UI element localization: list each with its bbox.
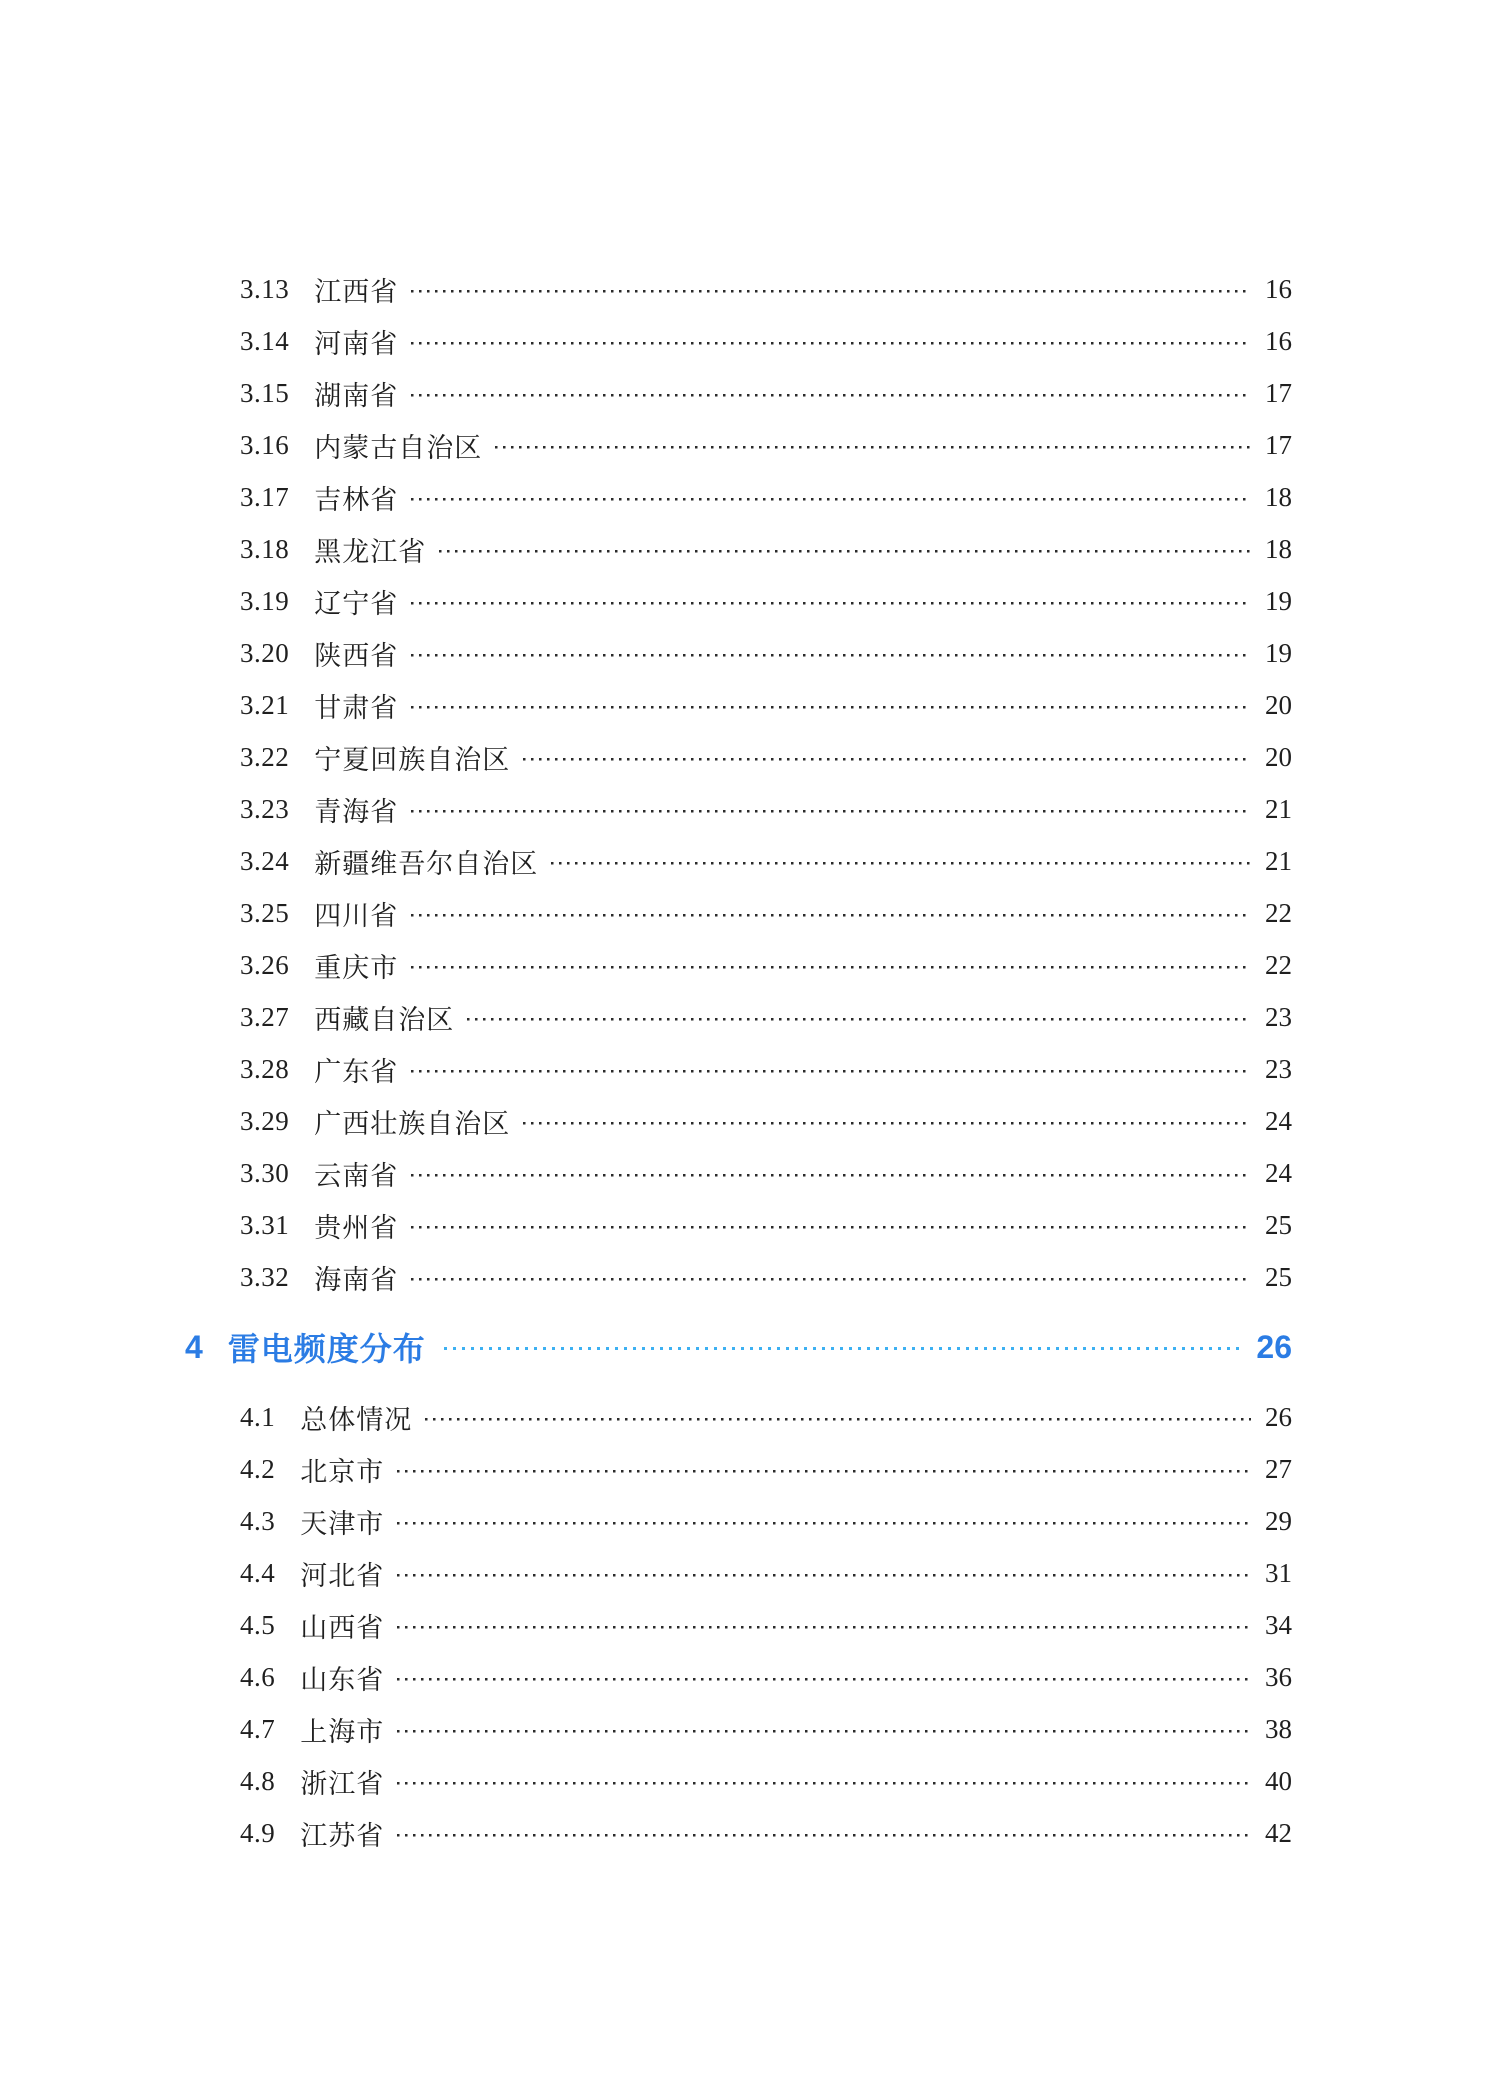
dot-leader (467, 991, 1251, 1043)
dot-leader (411, 783, 1251, 835)
toc-entry-number: 3.31 (240, 1209, 290, 1240)
toc-heading-number: 4 (185, 1328, 203, 1365)
dot-leader (411, 887, 1251, 939)
dot-leader (523, 731, 1251, 783)
toc-entry-title: 黑龙江省 (314, 536, 427, 567)
toc-entry[interactable] (0, 1147, 1503, 1199)
toc-entry-page: 25 (1265, 1209, 1292, 1240)
toc-entry-title: 四川省 (314, 900, 399, 931)
toc-entry[interactable] (0, 1599, 1503, 1651)
toc-entry-page: 19 (1265, 637, 1292, 668)
toc-entry-page: 24 (1265, 1105, 1292, 1136)
dot-leader (411, 367, 1251, 419)
toc-entry-number: 3.27 (240, 1001, 290, 1032)
toc-entry-page: 22 (1265, 949, 1292, 980)
toc-entry[interactable] (0, 991, 1503, 1043)
toc-entry-title: 宁夏回族自治区 (314, 744, 511, 775)
toc-entry[interactable] (0, 1547, 1503, 1599)
toc-entry[interactable] (0, 1095, 1503, 1147)
toc-entry[interactable] (0, 1495, 1503, 1547)
toc-entry-number: 4.2 (240, 1453, 276, 1484)
toc-entry[interactable] (0, 315, 1503, 367)
toc-entry-number: 3.14 (240, 325, 290, 356)
toc-entry-title: 云南省 (314, 1160, 399, 1191)
toc-entry-number: 4.7 (240, 1713, 276, 1744)
dot-leader (411, 679, 1251, 731)
toc-entry-page: 19 (1265, 585, 1292, 616)
toc-entry-title: 北京市 (300, 1456, 385, 1487)
toc-entry-page: 27 (1265, 1453, 1292, 1484)
toc-section-heading[interactable] (0, 1303, 1503, 1391)
toc-entry[interactable] (0, 939, 1503, 991)
toc-entry[interactable] (0, 731, 1503, 783)
toc-entry-number: 4.8 (240, 1765, 276, 1796)
toc-entry-title: 内蒙古自治区 (314, 432, 483, 463)
toc-section-4-entries (0, 1391, 1503, 1859)
dot-leader (495, 419, 1251, 471)
toc-entry[interactable] (0, 1391, 1503, 1443)
toc-entry-page: 23 (1265, 1053, 1292, 1084)
toc-entry-number: 3.23 (240, 793, 290, 824)
toc-entry-page: 42 (1265, 1817, 1292, 1848)
dot-leader (397, 1599, 1251, 1651)
toc-entry[interactable] (0, 263, 1503, 315)
toc-entry-page: 21 (1265, 845, 1292, 876)
dot-leader (523, 1095, 1251, 1147)
toc-entry-number: 3.15 (240, 377, 290, 408)
toc-entry-title: 总体情况 (300, 1404, 413, 1435)
toc-entry-title: 湖南省 (314, 380, 399, 411)
dot-leader (444, 1303, 1242, 1391)
toc-entry-number: 4.6 (240, 1661, 276, 1692)
toc-entry[interactable] (0, 679, 1503, 731)
toc-section-3-entries (0, 263, 1503, 1303)
toc-entry[interactable] (0, 783, 1503, 835)
toc-entry-title: 吉林省 (314, 484, 399, 515)
toc-entry-title: 山西省 (300, 1612, 385, 1643)
dot-leader (425, 1391, 1251, 1443)
toc-entry-title: 山东省 (300, 1664, 385, 1695)
toc-entry-title: 广东省 (314, 1056, 399, 1087)
toc-entry-number: 4.9 (240, 1817, 276, 1848)
toc-entry-title: 浙江省 (300, 1768, 385, 1799)
toc-entry-page: 25 (1265, 1261, 1292, 1292)
dot-leader (397, 1547, 1251, 1599)
toc-entry-page: 26 (1265, 1401, 1292, 1432)
toc-entry-page: 20 (1265, 741, 1292, 772)
toc-entry-page: 18 (1265, 481, 1292, 512)
toc-entry-number: 3.18 (240, 533, 290, 564)
toc-entry-title: 河南省 (314, 328, 399, 359)
toc-entry-title: 江西省 (314, 276, 399, 307)
toc-entry-number: 3.21 (240, 689, 290, 720)
toc-entry-page: 23 (1265, 1001, 1292, 1032)
toc-entry[interactable] (0, 1755, 1503, 1807)
toc-entry-number: 3.24 (240, 845, 290, 876)
dot-leader (411, 471, 1251, 523)
toc-entry-number: 3.13 (240, 273, 290, 304)
toc-entry-number: 3.26 (240, 949, 290, 980)
dot-leader (397, 1651, 1251, 1703)
toc-entry-number: 3.16 (240, 429, 290, 460)
toc-entry-page: 21 (1265, 793, 1292, 824)
toc-entry-number: 3.28 (240, 1053, 290, 1084)
toc-entry-page: 20 (1265, 689, 1292, 720)
toc-entry-number: 3.29 (240, 1105, 290, 1136)
toc-entry-number: 3.25 (240, 897, 290, 928)
toc-entry[interactable] (0, 1651, 1503, 1703)
toc-entry-title: 陕西省 (314, 640, 399, 671)
toc-entry-number: 3.32 (240, 1261, 290, 1292)
toc-entry-number: 3.19 (240, 585, 290, 616)
dot-leader (411, 1043, 1251, 1095)
toc-entry-page: 38 (1265, 1713, 1292, 1744)
toc-entry[interactable] (0, 1703, 1503, 1755)
toc-heading-page: 26 (1256, 1328, 1292, 1365)
toc-entry-title: 青海省 (314, 796, 399, 827)
toc-entry[interactable] (0, 627, 1503, 679)
toc-entry-title: 重庆市 (314, 952, 399, 983)
toc-entry-number: 4.4 (240, 1557, 276, 1588)
toc-entry-page: 22 (1265, 897, 1292, 928)
dot-leader (411, 1251, 1251, 1303)
toc-entry-page: 18 (1265, 533, 1292, 564)
dot-leader (411, 939, 1251, 991)
toc-entry-title: 河北省 (300, 1560, 385, 1591)
toc-entry-page: 16 (1265, 273, 1292, 304)
dot-leader (397, 1807, 1251, 1859)
dot-leader (397, 1495, 1251, 1547)
toc-entry-title: 甘肃省 (314, 692, 399, 723)
toc-entry-title: 西藏自治区 (314, 1004, 455, 1035)
dot-leader (397, 1443, 1251, 1495)
dot-leader (411, 1199, 1251, 1251)
toc-entry-title: 辽宁省 (314, 588, 399, 619)
toc-entry-title: 贵州省 (314, 1212, 399, 1243)
toc-entry-number: 3.22 (240, 741, 290, 772)
toc-entry[interactable] (0, 367, 1503, 419)
toc-entry-page: 24 (1265, 1157, 1292, 1188)
toc-entry-page: 29 (1265, 1505, 1292, 1536)
toc-entry-title: 新疆维吾尔自治区 (314, 848, 539, 879)
toc-entry-title: 海南省 (314, 1264, 399, 1295)
toc-entry-page: 36 (1265, 1661, 1292, 1692)
toc-entry-page: 17 (1265, 377, 1292, 408)
toc-entry[interactable] (0, 1443, 1503, 1495)
toc-entry-title: 上海市 (300, 1716, 385, 1747)
dot-leader (397, 1755, 1251, 1807)
toc-entry[interactable] (0, 419, 1503, 471)
toc-entry-number: 4.1 (240, 1401, 276, 1432)
toc-entry-page: 17 (1265, 429, 1292, 460)
dot-leader (411, 575, 1251, 627)
toc-entry-page: 31 (1265, 1557, 1292, 1588)
toc-entry-number: 3.30 (240, 1157, 290, 1188)
dot-leader (411, 315, 1251, 367)
toc-entry-page: 16 (1265, 325, 1292, 356)
toc-entry[interactable] (0, 523, 1503, 575)
toc-entry-page: 34 (1265, 1609, 1292, 1640)
dot-leader (551, 835, 1251, 887)
toc-entry-title: 广西壮族自治区 (314, 1108, 511, 1139)
toc-entry-title: 江苏省 (300, 1820, 385, 1851)
toc-entry[interactable] (0, 1251, 1503, 1303)
toc-entry[interactable] (0, 835, 1503, 887)
toc-entry[interactable] (0, 575, 1503, 627)
dot-leader (411, 627, 1251, 679)
toc-heading-title: 雷电频度分布 (227, 1331, 426, 1367)
toc-entry[interactable] (0, 1199, 1503, 1251)
toc-entry[interactable] (0, 887, 1503, 939)
toc-entry-number: 3.17 (240, 481, 290, 512)
toc-entry-number: 4.5 (240, 1609, 276, 1640)
toc-entry-page: 40 (1265, 1765, 1292, 1796)
dot-leader (397, 1703, 1251, 1755)
toc-entry[interactable] (0, 471, 1503, 523)
toc-entry[interactable] (0, 1043, 1503, 1095)
dot-leader (411, 1147, 1251, 1199)
toc-entry-number: 4.3 (240, 1505, 276, 1536)
toc-entry-title: 天津市 (300, 1508, 385, 1539)
toc-entry-number: 3.20 (240, 637, 290, 668)
toc-entry[interactable] (0, 1807, 1503, 1859)
dot-leader (439, 523, 1251, 575)
dot-leader (411, 263, 1251, 315)
